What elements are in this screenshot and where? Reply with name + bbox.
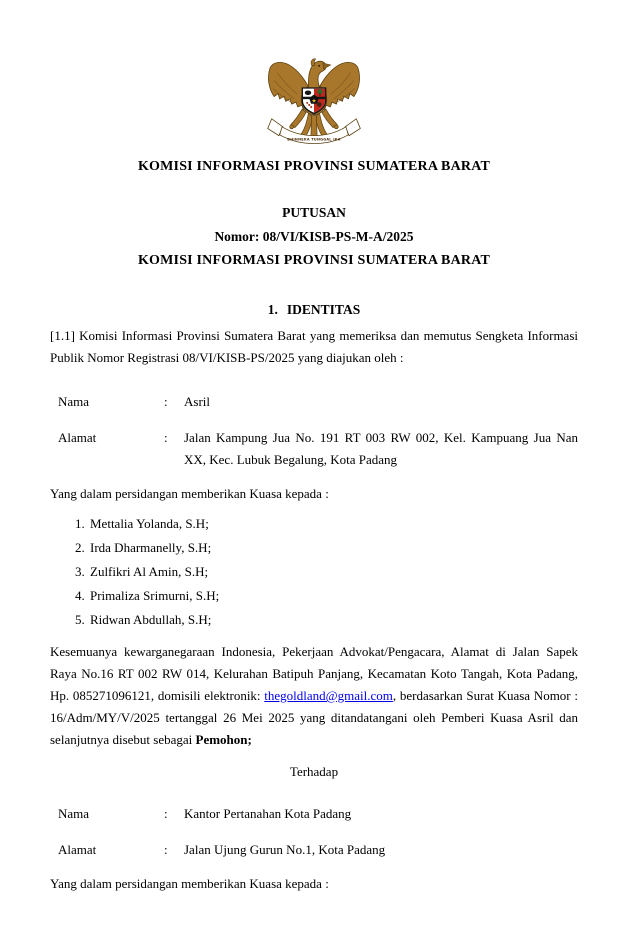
paragraph-text-after-email: , berdasarkan Surat Kuasa Nomor : 16/Adm/MY/V/2025 tertanggal 26 Mei 2025 yang ditandatangani oleh Pemberi Kuasa Asril dan selanjutnya disebut sebagai [50, 688, 578, 747]
kuasa-intro-text-2: Yang dalam persidangan memberikan Kuasa kepada : [50, 876, 329, 891]
colon-separator: : [164, 394, 168, 409]
doc-number: Nomor: 08/VI/KISB-PS-M-A/2025 [214, 229, 414, 244]
banner-text: BHINNEKA TUNGGAL IKA [287, 137, 341, 142]
org-name-heading-repeat: KOMISI INFORMASI PROVINSI SUMATERA BARAT [137, 253, 491, 268]
list-item-number: 2. [75, 540, 85, 555]
colon-separator: : [164, 842, 168, 857]
kuasa-intro-text: Yang dalam persidangan memberikan Kuasa kepada : [50, 486, 329, 501]
list-item-number: 4. [75, 588, 85, 603]
pemohon-address-value: Jalan Kampung Jua No. 191 RT 003 RW 002, Kel. Kampuang Jua Nan XX, Kec. Lubuk Begalung, Kota Padang [184, 430, 578, 467]
section-number: 1. [267, 302, 278, 317]
address-label: Alamat [58, 430, 97, 445]
party-designation-bold: Pemohon; [195, 732, 252, 747]
list-item-number: 1. [75, 516, 85, 531]
garuda-pancasila-emblem-icon [266, 55, 362, 146]
paragraph-text-before-email: Kesemuanya kewarganegaraan Indonesia, Pekerjaan Advokat/Pengacara, Alamat di Jalan Sapek Raya No.16 RT 002 RW 014, Kelurahan Batipuh Panjang, Kecamatan Koto Tangah, Kota Padang, Hp. 085271096121, domisili elektronik: [50, 644, 578, 703]
list-item-name: Ridwan Abdullah, S.H; [90, 612, 212, 627]
termohon-identity-table [50, 803, 578, 861]
pemohon-address-row [50, 427, 578, 471]
svg-text:★: ★ [311, 98, 317, 105]
list-item [50, 513, 578, 535]
list-item-name: Zulfikri Al Amin, S.H; [90, 564, 209, 579]
list-item-name: Irda Dharmanelly, S.H; [90, 540, 212, 555]
emblem-container [50, 55, 578, 147]
colon-separator: : [164, 806, 168, 821]
kuasa-details-paragraph [50, 641, 578, 751]
termohon-name-value: Kantor Pertanahan Kota Padang [184, 806, 352, 821]
address-label: Alamat [58, 842, 97, 857]
list-item [50, 609, 578, 631]
termohon-address-value: Jalan Ujung Gurun No.1, Kota Padang [184, 842, 386, 857]
doc-type-heading: PUTUSAN [282, 205, 346, 220]
list-item-number: 5. [75, 612, 85, 627]
paragraph-1-1: [1.1] Komisi Informasi Provinsi Sumatera Barat yang memeriksa dan memutus Sengketa Informasi Publik Nomor Registrasi 08/VI/KISB-PS/2025 yang diajukan oleh : [50, 328, 578, 365]
section-label: IDENTITAS [286, 302, 361, 317]
list-item-number: 3. [75, 564, 85, 579]
section-heading-identitas [50, 299, 578, 321]
name-label: Nama [58, 394, 90, 409]
list-item-name: Primaliza Srimurni, S.H; [90, 588, 220, 603]
colon-separator: : [164, 430, 168, 445]
org-name-heading: KOMISI INFORMASI PROVINSI SUMATERA BARAT [137, 159, 491, 174]
title-block [50, 201, 578, 273]
garuda-tail [300, 113, 327, 138]
name-label: Nama [58, 806, 90, 821]
list-item-name: Mettalia Yolanda, S.H; [90, 516, 209, 531]
list-item [50, 561, 578, 583]
termohon-address-row [50, 839, 578, 861]
terhadap-heading: Terhadap [289, 764, 339, 779]
list-item [50, 585, 578, 607]
pemohon-identity-table [50, 391, 578, 471]
email-link[interactable]: thegoldland@gmail.com [264, 688, 393, 703]
pemohon-name-row [50, 391, 578, 413]
list-item [50, 537, 578, 559]
kuasa-list [50, 513, 578, 631]
pemohon-name-value: Asril [184, 394, 210, 409]
termohon-name-row [50, 803, 578, 825]
